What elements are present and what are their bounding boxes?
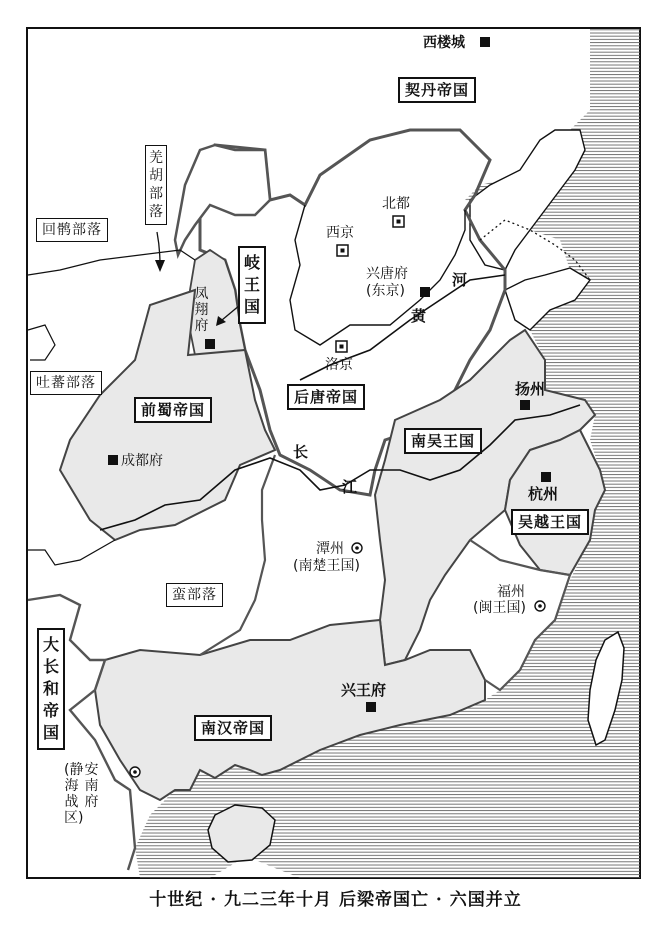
luojing-marker xyxy=(336,341,347,352)
xingtang-alt-label: (东京) xyxy=(366,283,405,299)
luojing-label: 洛京 xyxy=(325,357,353,373)
later-tang-label: 后唐帝国 xyxy=(287,384,365,410)
xingtang-label: 兴唐府 xyxy=(366,266,408,282)
xijing-marker xyxy=(337,245,348,256)
river-jiang-label: 江 xyxy=(342,478,358,496)
chengdu-marker xyxy=(108,455,118,465)
qianghu-label: 羌胡部落 xyxy=(145,145,167,225)
river-he-label: 河 xyxy=(452,271,468,289)
annan-marker xyxy=(130,767,140,777)
qi-label: 岐王国 xyxy=(238,246,266,324)
southern-wu-label: 南吴王国 xyxy=(404,428,482,454)
tanzhou-marker xyxy=(352,543,362,553)
yangzhou-label: 扬州 xyxy=(515,380,546,398)
river-huang-label: 黄 xyxy=(411,307,427,325)
chengdu-label: 成都府 xyxy=(121,453,163,469)
xijing-label: 西京 xyxy=(326,225,354,241)
fuzhou-alt-label: (闽王国) xyxy=(473,600,526,616)
tanzhou-label: 潭州 xyxy=(316,541,344,557)
tanzhou-alt-label: (南楚王国) xyxy=(293,558,360,574)
hangzhou-label: 杭州 xyxy=(528,485,559,503)
uyghur-label: 回鹘部落 xyxy=(36,218,108,242)
yangzhou-marker xyxy=(520,400,530,410)
tibetan-label: 吐蕃部落 xyxy=(30,371,102,395)
xingtang-marker xyxy=(420,287,430,297)
khitan-label: 契丹帝国 xyxy=(398,77,476,103)
xingwang-marker xyxy=(366,702,376,712)
beidu-marker xyxy=(393,216,404,227)
dachanghe-label: 大长和帝国 xyxy=(37,628,65,750)
xilou-label: 西楼城 xyxy=(423,35,465,51)
hangzhou-marker xyxy=(541,472,551,482)
fuzhou-marker xyxy=(535,601,545,611)
xilou-marker xyxy=(480,37,490,47)
man-label: 蛮部落 xyxy=(166,583,223,607)
map-caption: 十世纪 · 九二三年十月 后梁帝国亡 · 六国并立 xyxy=(149,890,522,910)
fuzhou-label: 福州 xyxy=(497,584,525,600)
wuyue-label: 吴越王国 xyxy=(511,509,589,535)
river-chang-label: 长 xyxy=(293,443,309,461)
annan-alt-label: (静海战区) xyxy=(64,762,84,826)
southern-han-label: 南汉帝国 xyxy=(194,715,272,741)
annan-label: 安南府 xyxy=(84,762,99,810)
fengxiang-label: 凤翔府 xyxy=(194,286,209,334)
beidu-label: 北都 xyxy=(382,196,410,212)
xingwang-label: 兴王府 xyxy=(341,681,387,699)
former-shu-label: 前蜀帝国 xyxy=(134,397,212,423)
fengxiang-marker xyxy=(205,339,215,349)
